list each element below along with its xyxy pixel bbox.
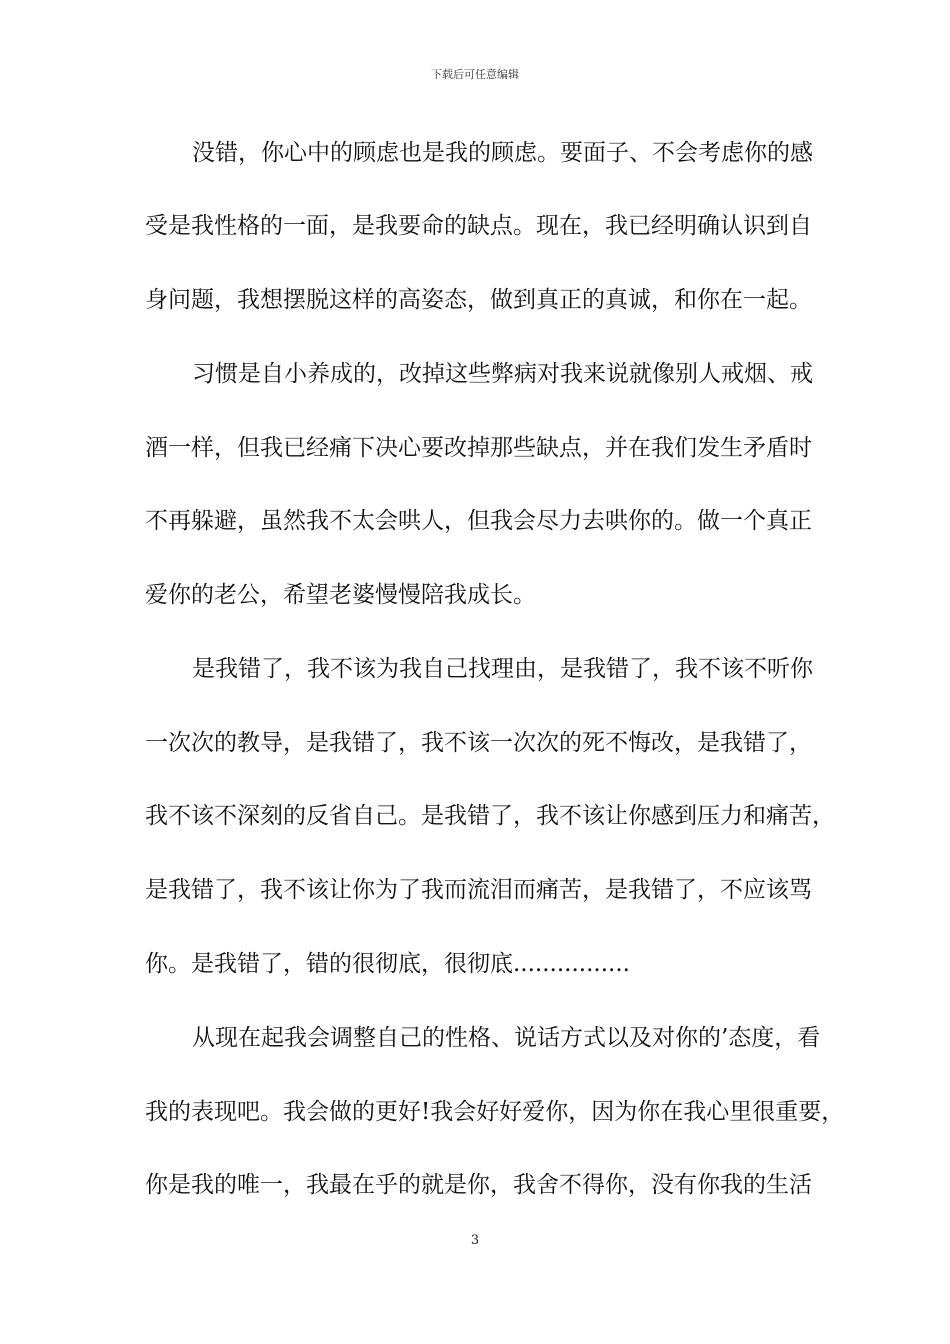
text-line: 是我错了，我不该为我自己找理由，是我错了，我不该不听你 xyxy=(192,656,813,682)
text-line: 爱你的老公，希望老婆慢慢陪我成长。 xyxy=(145,582,536,608)
text-line: 酒一样，但我已经痛下决心要改掉那些缺点，并在我们发生矛盾时 xyxy=(145,435,812,461)
text-line: 是我错了，我不该让你为了我而流泪而痛苦，是我错了，不应该骂 xyxy=(145,877,812,903)
text-line: 身问题，我想摆脱这样的高姿态，做到真正的真诚，和你在一起。 xyxy=(145,287,812,313)
text-line: 一次次的教导，是我错了，我不该一次次的死不悔改，是我错了， xyxy=(145,730,812,756)
text-line: 我的表现吧。我会做的更好!我会好好爱你，因为你在我心里很重要， xyxy=(145,1099,845,1125)
text-line: 从现在起我会调整自己的性格、说话方式以及对你的’态度，看 xyxy=(192,1025,821,1051)
text-line: 受是我性格的一面，是我要命的缺点。现在，我已经明确认识到自 xyxy=(145,213,812,239)
text-line: 没错，你心中的顾虑也是我的顾虑。要面子、不会考虑你的感 xyxy=(192,140,813,166)
text-line: 我不该不深刻的反省自己。是我错了，我不该让你感到压力和痛苦， xyxy=(145,803,835,829)
text-line: 不再躲避，虽然我不太会哄人，但我会尽力去哄你的。做一个真正 xyxy=(145,508,812,534)
header-note: 下载后可任意编辑 xyxy=(431,68,519,81)
page-number: 3 xyxy=(470,1233,480,1248)
text-line: 你。是我错了，错的很彻底，很彻底................ xyxy=(145,951,630,977)
text-line: 你是我的唯一，我最在乎的就是你，我舍不得你，没有你我的生活 xyxy=(145,1172,812,1198)
text-line: 习惯是自小养成的，改掉这些弊病对我来说就像别人戒烟、戒 xyxy=(192,361,813,387)
